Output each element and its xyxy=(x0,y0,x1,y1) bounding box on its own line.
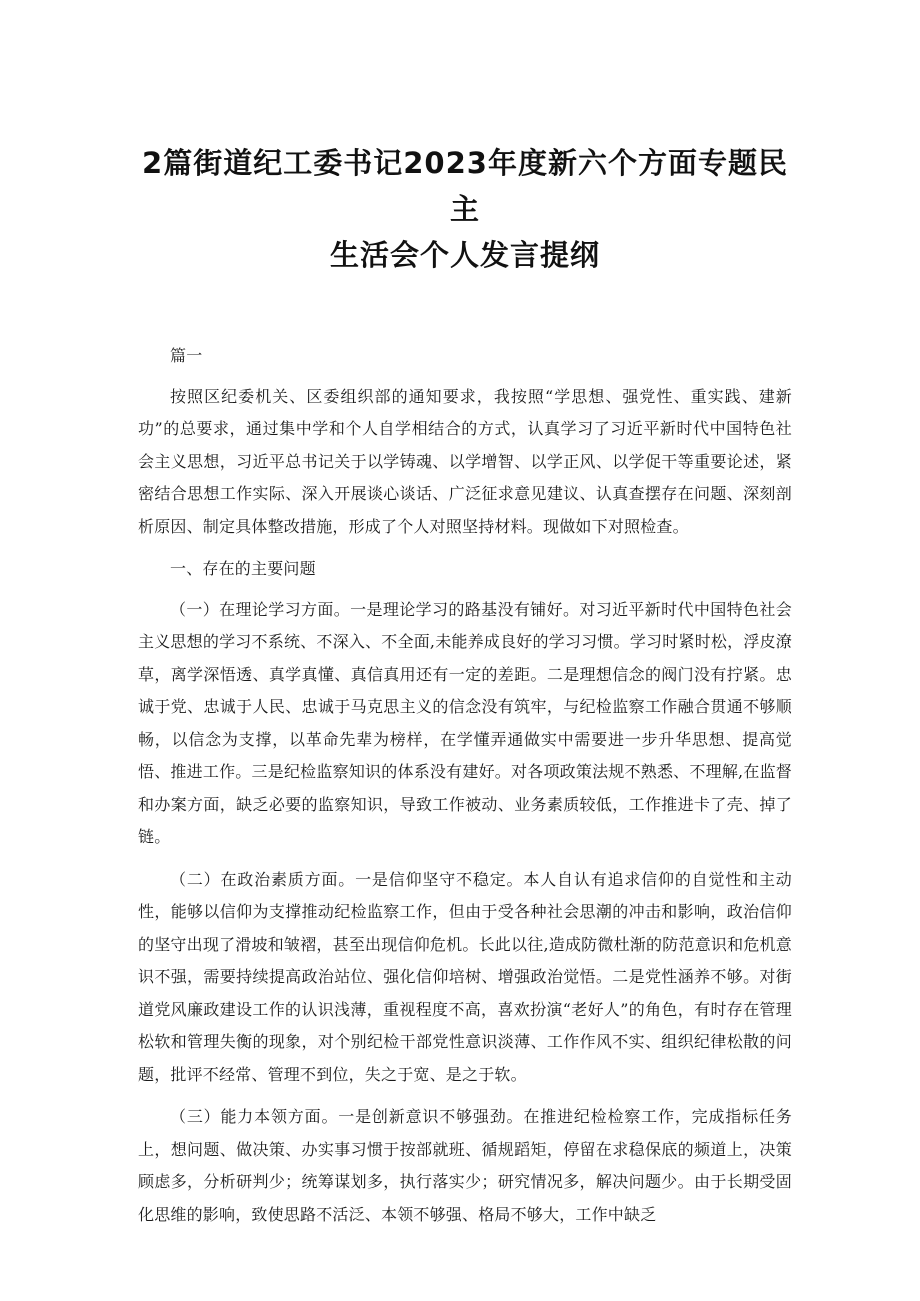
document-title xyxy=(138,140,792,278)
section-label: 篇一 xyxy=(170,346,203,365)
document-body xyxy=(138,340,792,1231)
paragraph-theory-study: （一）在理论学习方面。一是理论学习的路基没有铺好。对习近平新时代中国特色社会主义思想的学习不系统、不深入、不全面,未能养成良好的学习习惯。学习时紧时松，浮皮潦草，离学深悟透、真学真懂、真信真用还有一定的差距。二是理想信念的阀门没有拧紧。忠诚于党、忠诚于人民、忠诚于马克思主义的信念没有筑牢，与纪检监察工作融合贯通不够顺畅，以信念为支撑，以革命先辈为榜样，在学懂弄通做实中需要进一步升华思想、提高觉悟、推进工作。三是纪检监察知识的体系没有建好。对各项政策法规不熟悉、不理解,在监督和办案方面，缺乏必要的监察知识，导致工作被动、业务素质较低，工作推进卡了壳、掉了链。 xyxy=(138,599,792,846)
section-heading-1: 一、存在的主要问题 xyxy=(170,559,316,578)
paragraph-ability: （三）能力本领方面。一是创新意识不够强劲。在推进纪检检察工作，完成指标任务上，想问题、做决策、办实事习惯于按部就班、循规蹈矩，停留在求稳保底的频道上，决策顾虑多，分析研判少；统筹谋划多，执行落实少；研究情况多，解决问题少。由于长期受固化思维的影响，致使思路不活泛、本领不够强、格局不够大，工作中缺乏 xyxy=(138,1107,792,1224)
paragraph-political-quality: （二）在政治素质方面。一是信仰坚守不稳定。本人自认有追求信仰的自觉性和主动性，能够以信仰为支撑推动纪检监察工作，但由于受各种社会思潮的冲击和影响，政治信仰的坚守出现了滑坡和皱褶，甚至出现信仰危机。长此以往,造成防微杜渐的防范意识和危机意识不强，需要持续提高政治站位、强化信仰培树、增强政治觉悟。二是党性涵养不够。对街道党风廉政建设工作的认识浅薄，重视程度不高，喜欢扮演“老好人”的角色，有时存在管理松软和管理失衡的现象，对个别纪检干部党性意识淡薄、工作作风不实、组织纪律松散的问题，批评不经常、管理不到位，失之于宽、是之于软。 xyxy=(138,869,792,1084)
intro-paragraph: 按照区纪委机关、区委组织部的通知要求，我按照“学思想、强党性、重实践、建新功”的总要求，通过集中学和个人自学相结合的方式，认真学习了习近平新时代中国特色社会主义思想，习近平总书记关于以学铸魂、以学增智、以学正风、以学促干等重要论述，紧密结合思想工作实际、深入开展谈心谈话、广泛征求意见建议、认真查摆存在问题、深刻剖析原因、制定具体整改措施，形成了个人对照坚持材料。现做如下对照检查。 xyxy=(138,386,792,536)
title-line-2: 生活会个人发言提纲 xyxy=(329,238,600,272)
title-line-1: 2篇街道纪工委书记2023年度新六个方面专题民主 xyxy=(142,146,788,226)
